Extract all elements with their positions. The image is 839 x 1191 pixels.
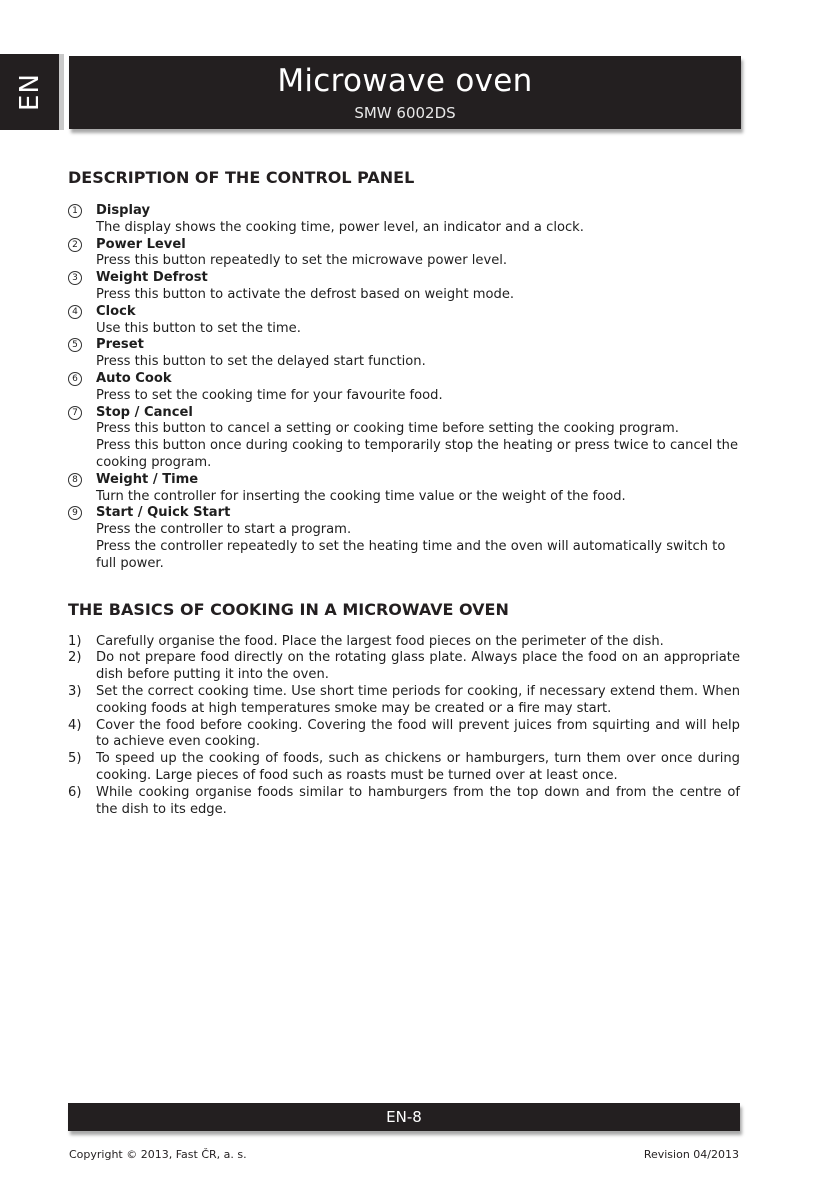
list-item bbox=[68, 371, 740, 405]
item-text: Carefully organise the food. Place the largest food pieces on the perimeter of the dish. bbox=[96, 633, 664, 649]
list-item bbox=[68, 684, 740, 718]
model-number: SMW 6002DS bbox=[354, 104, 456, 122]
footer-bar bbox=[68, 1103, 740, 1131]
item-number: 1) bbox=[68, 633, 82, 649]
item-number: 3) bbox=[68, 683, 82, 699]
list-item bbox=[68, 505, 740, 572]
item-description: Press this button repeatedly to set the microwave power level. bbox=[96, 253, 508, 269]
language-label: EN bbox=[14, 73, 45, 111]
item-text: Do not prepare food directly on the rotating glass plate. Always place the food on an appropriate dish before putting it into the oven. bbox=[96, 650, 740, 683]
item-number: 2) bbox=[68, 650, 82, 666]
language-tab bbox=[0, 54, 64, 130]
basics-list bbox=[68, 634, 740, 819]
item-number: 4) bbox=[68, 717, 82, 733]
item-description: Press this button to cancel a setting or cooking time before setting the cooking program. bbox=[96, 421, 679, 437]
item-description: Press this button to activate the defrost based on weight mode. bbox=[96, 286, 515, 302]
list-item bbox=[68, 650, 740, 684]
item-description: Press this button once during cooking to temporarily stop the heating or press twice to cancel the cooking program. bbox=[96, 438, 739, 470]
item-description: The display shows the cooking time, power level, an indicator and a clock. bbox=[96, 219, 584, 235]
item-title: Stop / Cancel bbox=[96, 404, 193, 420]
item-description: Press to set the cooking time for your favourite food. bbox=[96, 387, 443, 403]
item-text: To speed up the cooking of foods, such as chickens or hamburgers, turn them over once during cooking. Large pieces of food such as roasts must be turned over at least once. bbox=[96, 751, 740, 783]
item-title: Weight / Time bbox=[96, 471, 199, 487]
item-title: Preset bbox=[96, 337, 144, 353]
item-number: 7 bbox=[68, 406, 82, 420]
item-title: Clock bbox=[96, 303, 136, 319]
item-text: Set the correct cooking time. Use short time periods for cooking, if necessary extend them. When cooking foods at high temperatures smoke may be created or a fire may start. bbox=[96, 683, 740, 716]
item-title: Weight Defrost bbox=[96, 270, 208, 286]
item-number: 8 bbox=[68, 473, 82, 487]
list-item bbox=[68, 337, 740, 371]
item-number: 5 bbox=[68, 338, 82, 352]
list-item bbox=[68, 785, 740, 819]
list-item bbox=[68, 751, 740, 785]
item-number: 2 bbox=[68, 238, 82, 252]
item-description: Press this button to set the delayed start function. bbox=[96, 354, 426, 370]
main-content bbox=[68, 168, 740, 818]
item-number: 3 bbox=[68, 271, 82, 285]
item-text: Cover the food before cooking. Covering the food will prevent juices from squirting and will help to achieve even cooking. bbox=[96, 717, 740, 750]
item-title: Power Level bbox=[96, 236, 186, 252]
list-item bbox=[68, 270, 740, 304]
item-number: 4 bbox=[68, 305, 82, 319]
item-text: While cooking organise foods similar to hamburgers from the top down and from the centre of the dish to its edge. bbox=[96, 784, 740, 817]
item-number: 1 bbox=[68, 204, 82, 218]
item-title: Start / Quick Start bbox=[96, 505, 231, 521]
item-description: Press the controller repeatedly to set the heating time and the oven will automatically switch to full power. bbox=[96, 538, 726, 571]
item-number: 6 bbox=[68, 372, 82, 386]
list-item bbox=[68, 634, 740, 651]
control-panel-list bbox=[68, 203, 740, 573]
list-item bbox=[68, 304, 740, 338]
item-description: Turn the controller for inserting the cooking time value or the weight of the food. bbox=[96, 488, 626, 504]
item-description: Use this button to set the time. bbox=[96, 320, 301, 336]
page-number: EN-8 bbox=[386, 1108, 422, 1126]
list-item bbox=[68, 237, 740, 271]
control-panel-heading: DESCRIPTION OF THE CONTROL PANEL bbox=[68, 168, 415, 187]
revision-text: Revision 04/2013 bbox=[643, 1148, 739, 1161]
copyright-text: Copyright © 2013, Fast ČR, a. s. bbox=[69, 1148, 247, 1161]
header-bar bbox=[69, 56, 741, 129]
list-item bbox=[68, 472, 740, 506]
basics-heading: THE BASICS OF COOKING IN A MICROWAVE OVEN bbox=[68, 599, 509, 619]
list-item bbox=[68, 405, 740, 472]
item-title: Auto Cook bbox=[96, 370, 172, 386]
item-number: 6) bbox=[68, 784, 82, 800]
list-item bbox=[68, 203, 740, 237]
page-title: Microwave oven bbox=[277, 63, 533, 99]
item-number: 9 bbox=[68, 506, 82, 520]
item-number: 5) bbox=[68, 751, 82, 767]
item-title: Display bbox=[96, 203, 150, 218]
item-description: Press the controller to start a program. bbox=[96, 522, 352, 538]
list-item bbox=[68, 718, 740, 752]
